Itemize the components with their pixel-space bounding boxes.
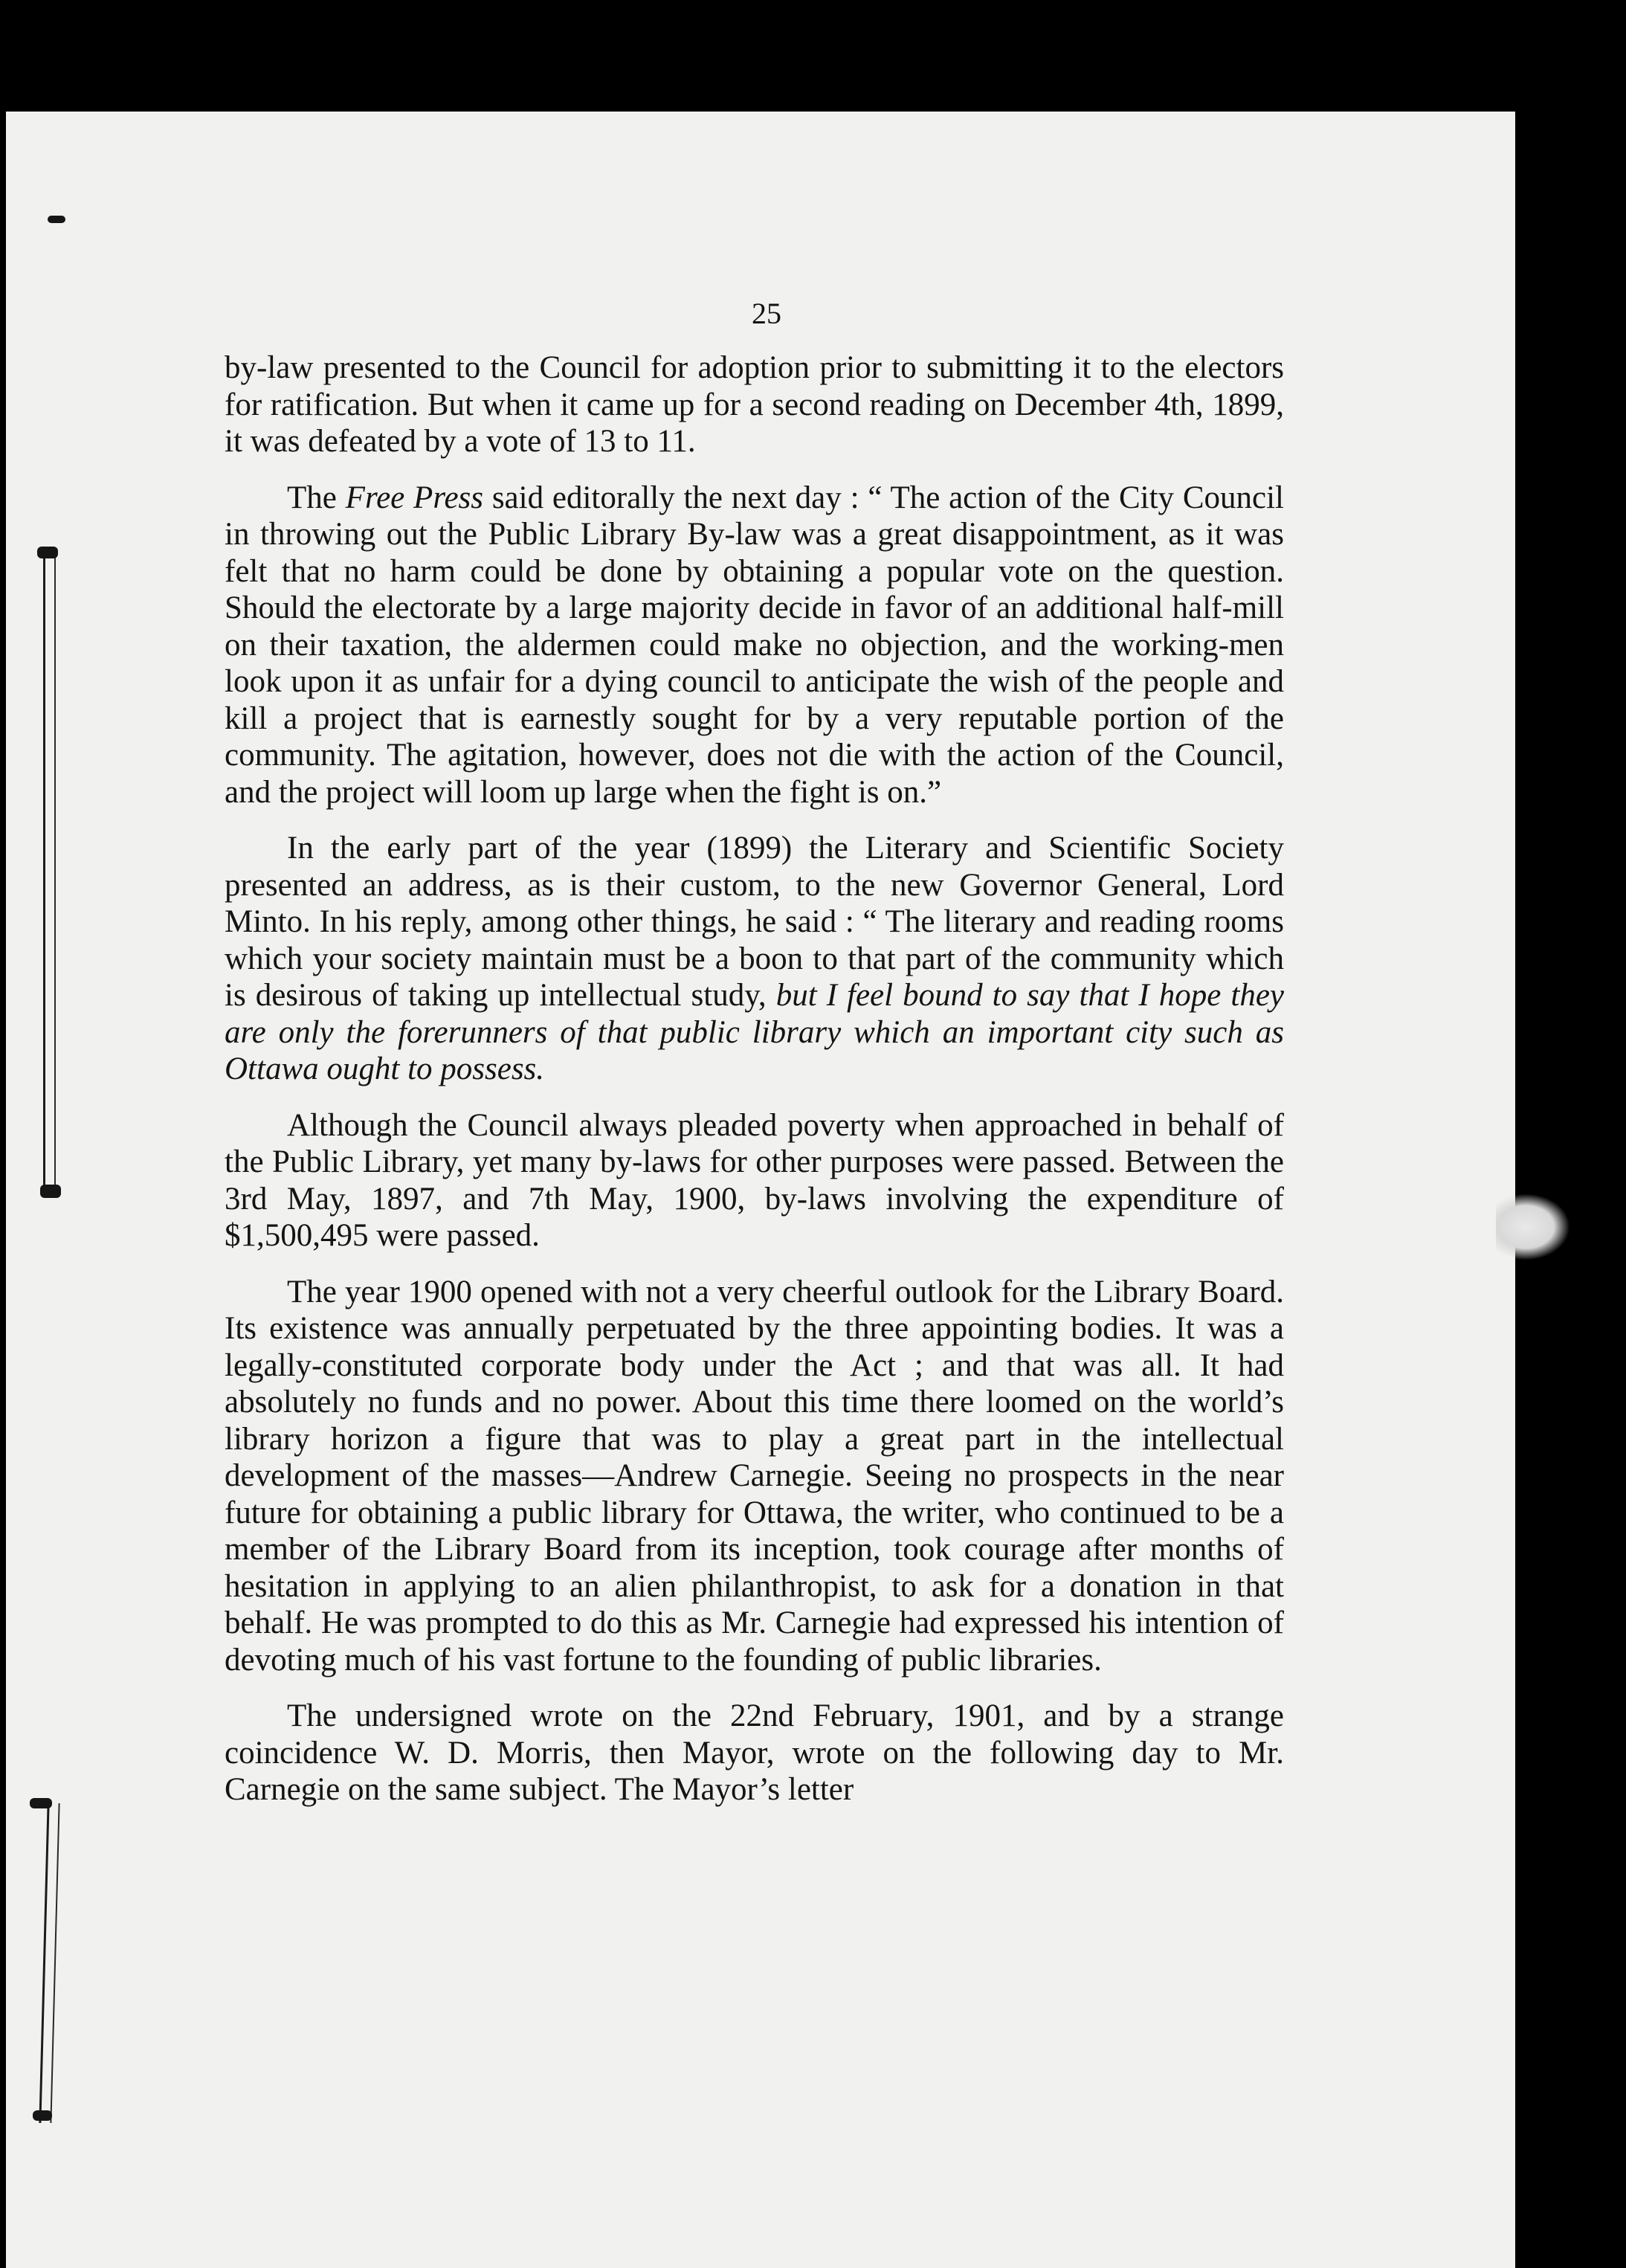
page-tear [1496, 1193, 1570, 1260]
binding-knot-top [37, 547, 58, 558]
text-run: said editorally the next day : “ The action of the City Council in throwing out the Public Library By-law was a great disappointment, as it was felt that no harm could be done by obtaining a popular vote on the question. Should the electorate by a large majority decide in favor of an additional half-mill on their taxation, the aldermen could make no objection, and the working-men look upon it as unfair for a dying council to anticipate the wish of the people and kill a project that is earnestly sought for by a very reputable portion of the community. The agitation, however, does not die with the action of the Council, and the project will loom up large when the fight is on.” [225, 480, 1284, 810]
paragraph [225, 1698, 1284, 1808]
paragraph [225, 830, 1284, 1088]
page-number: 25 [752, 297, 781, 330]
binding-thread-top [43, 554, 56, 1192]
paragraph [225, 1274, 1284, 1679]
paragraph [225, 1107, 1284, 1254]
paragraph [225, 480, 1284, 811]
italic-text-run: but I feel bound to say that I hope they are only the forerunners of that public library which an important city such as Ottawa ought to possess. [225, 978, 1284, 1086]
text-run: In the early part of the year (1899) the Literary and Scientific Society presented an address, as is their custom, to the new Governor General, Lord Minto. In his reply, among other things, he said : “ The literary and reading rooms which your society maintain must be a boon to that part of the community which is desirous of taking up intellectual study, [225, 831, 1284, 1013]
italic-text-run: Free Press [345, 480, 484, 515]
text-run: by-law presented to the Council for adoption prior to submitting it to the electors for ratification. But when it came up for a second reading on December 4th, 1899, it was defeated by a vote of 13 to 11. [225, 350, 1284, 459]
body-text [225, 349, 1284, 1828]
paragraph [225, 349, 1284, 460]
text-run: The [287, 480, 346, 515]
ink-mark [48, 216, 65, 223]
text-run: The undersigned wrote on the 22nd February, 1901, and by a strange coincidence W. D. Morris, then Mayor, wrote on the following day to Mr. Carnegie on the same subject. The Mayor’s letter [225, 1698, 1284, 1807]
text-run: The year 1900 opened with not a very cheerful outlook for the Library Board. Its existence was annually perpetuated by the three appointing bodies. It was a legally-constituted corporate body under the Act ; and that was all. It had absolutely no funds and no power. About this time there loomed on the world’s library horizon a figure that was to play a great part in the intellectual development of the masses—Andrew Carnegie. Seeing no prospects in the near future for obtaining a public library for Ottawa, the writer, who continued to be a member of the Library Board from its inception, took courage after months of hesitation in applying to an alien philanthropist, to ask for a donation in that behalf. He was prompted to do this as Mr. Carnegie had expressed his intention of devoting much of his vast fortune to the founding of public libraries. [225, 1274, 1284, 1678]
binding-knot-lower [30, 1798, 52, 1808]
binding-knot-bottom [33, 2110, 52, 2121]
text-run: Although the Council always pleaded poverty when approached in behalf of the Public Library, yet many by-laws for other purposes were passed. Between the 3rd May, 1897, and 7th May, 1900, by-laws involving the expenditure of $1,500,495 were passed. [225, 1107, 1284, 1253]
binding-knot-middle [40, 1185, 61, 1198]
